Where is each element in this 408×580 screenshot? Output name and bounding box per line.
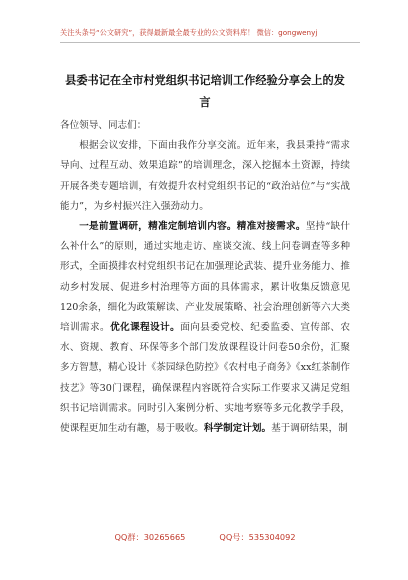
document-title: 县委书记在全市村党组织书记培训工作经验分享会上的发言 — [65, 74, 345, 109]
section-1-heading: 一是前置调研，精准定制培训内容。精准对接需求。 — [79, 221, 306, 233]
subheading-scientific-plan: 科学制定计划。 — [203, 423, 272, 435]
section-1-paragraph — [60, 217, 350, 439]
optimize-courses-text: 面向县委党校、纪委监委、宣传部、农水、资规、教育、环保等多个部门发放课程设计问卷50余份，汇聚多方智慧，精心设计《茶园绿色防控》《农村电子商务》《xx红茶制作技艺》等30门课程，确保课程内容既符合实际工作要求又满足党组织书记培训需求。同时引入案例分析、实地考察等多元化教学手段，使课程更加生动有趣，易于吸收。 — [60, 322, 351, 435]
footer-contact — [60, 532, 350, 543]
subheading-optimize-courses: 优化课程设计。 — [110, 322, 181, 334]
scientific-plan-text: 基于调研结果，制 — [271, 423, 348, 435]
footer-qq-number: QQ号：535304092 — [219, 532, 296, 542]
section-1-text: 坚持“缺什么补什么”的原则，通过实地走访、座谈交流、线上问卷调查等多种形式，全面摸排农村党组织书记在加强理论武装、提升业务能力、推动乡村发展、促进乡村治理等方面的具体需求，累计收集反馈意见120余条，细化为政策解读、产业发展策略、社会治理创新等六大类培训需求。 — [60, 221, 351, 334]
header-banner: 关注头条号“公文研究”，获得最新最全最专业的公文资料库！ 微信：gongwenyj — [60, 28, 318, 37]
document-body — [60, 116, 350, 439]
salutation: 各位领导、同志们： — [60, 120, 147, 131]
intro-paragraph: 根据会议安排，下面由我作分享交流。近年来，我县秉持“需求导向、过程互动、效果追踪”的培训理念，深入挖掘本土资源，持续开展各类专题培训，有效提升农村党组织书记的“政治站位”与“实战能力”，为乡村振兴注入强劲动力。 — [60, 140, 350, 212]
header-divider — [60, 42, 360, 43]
footer-qq-group: QQ群：30265665 — [114, 532, 186, 542]
